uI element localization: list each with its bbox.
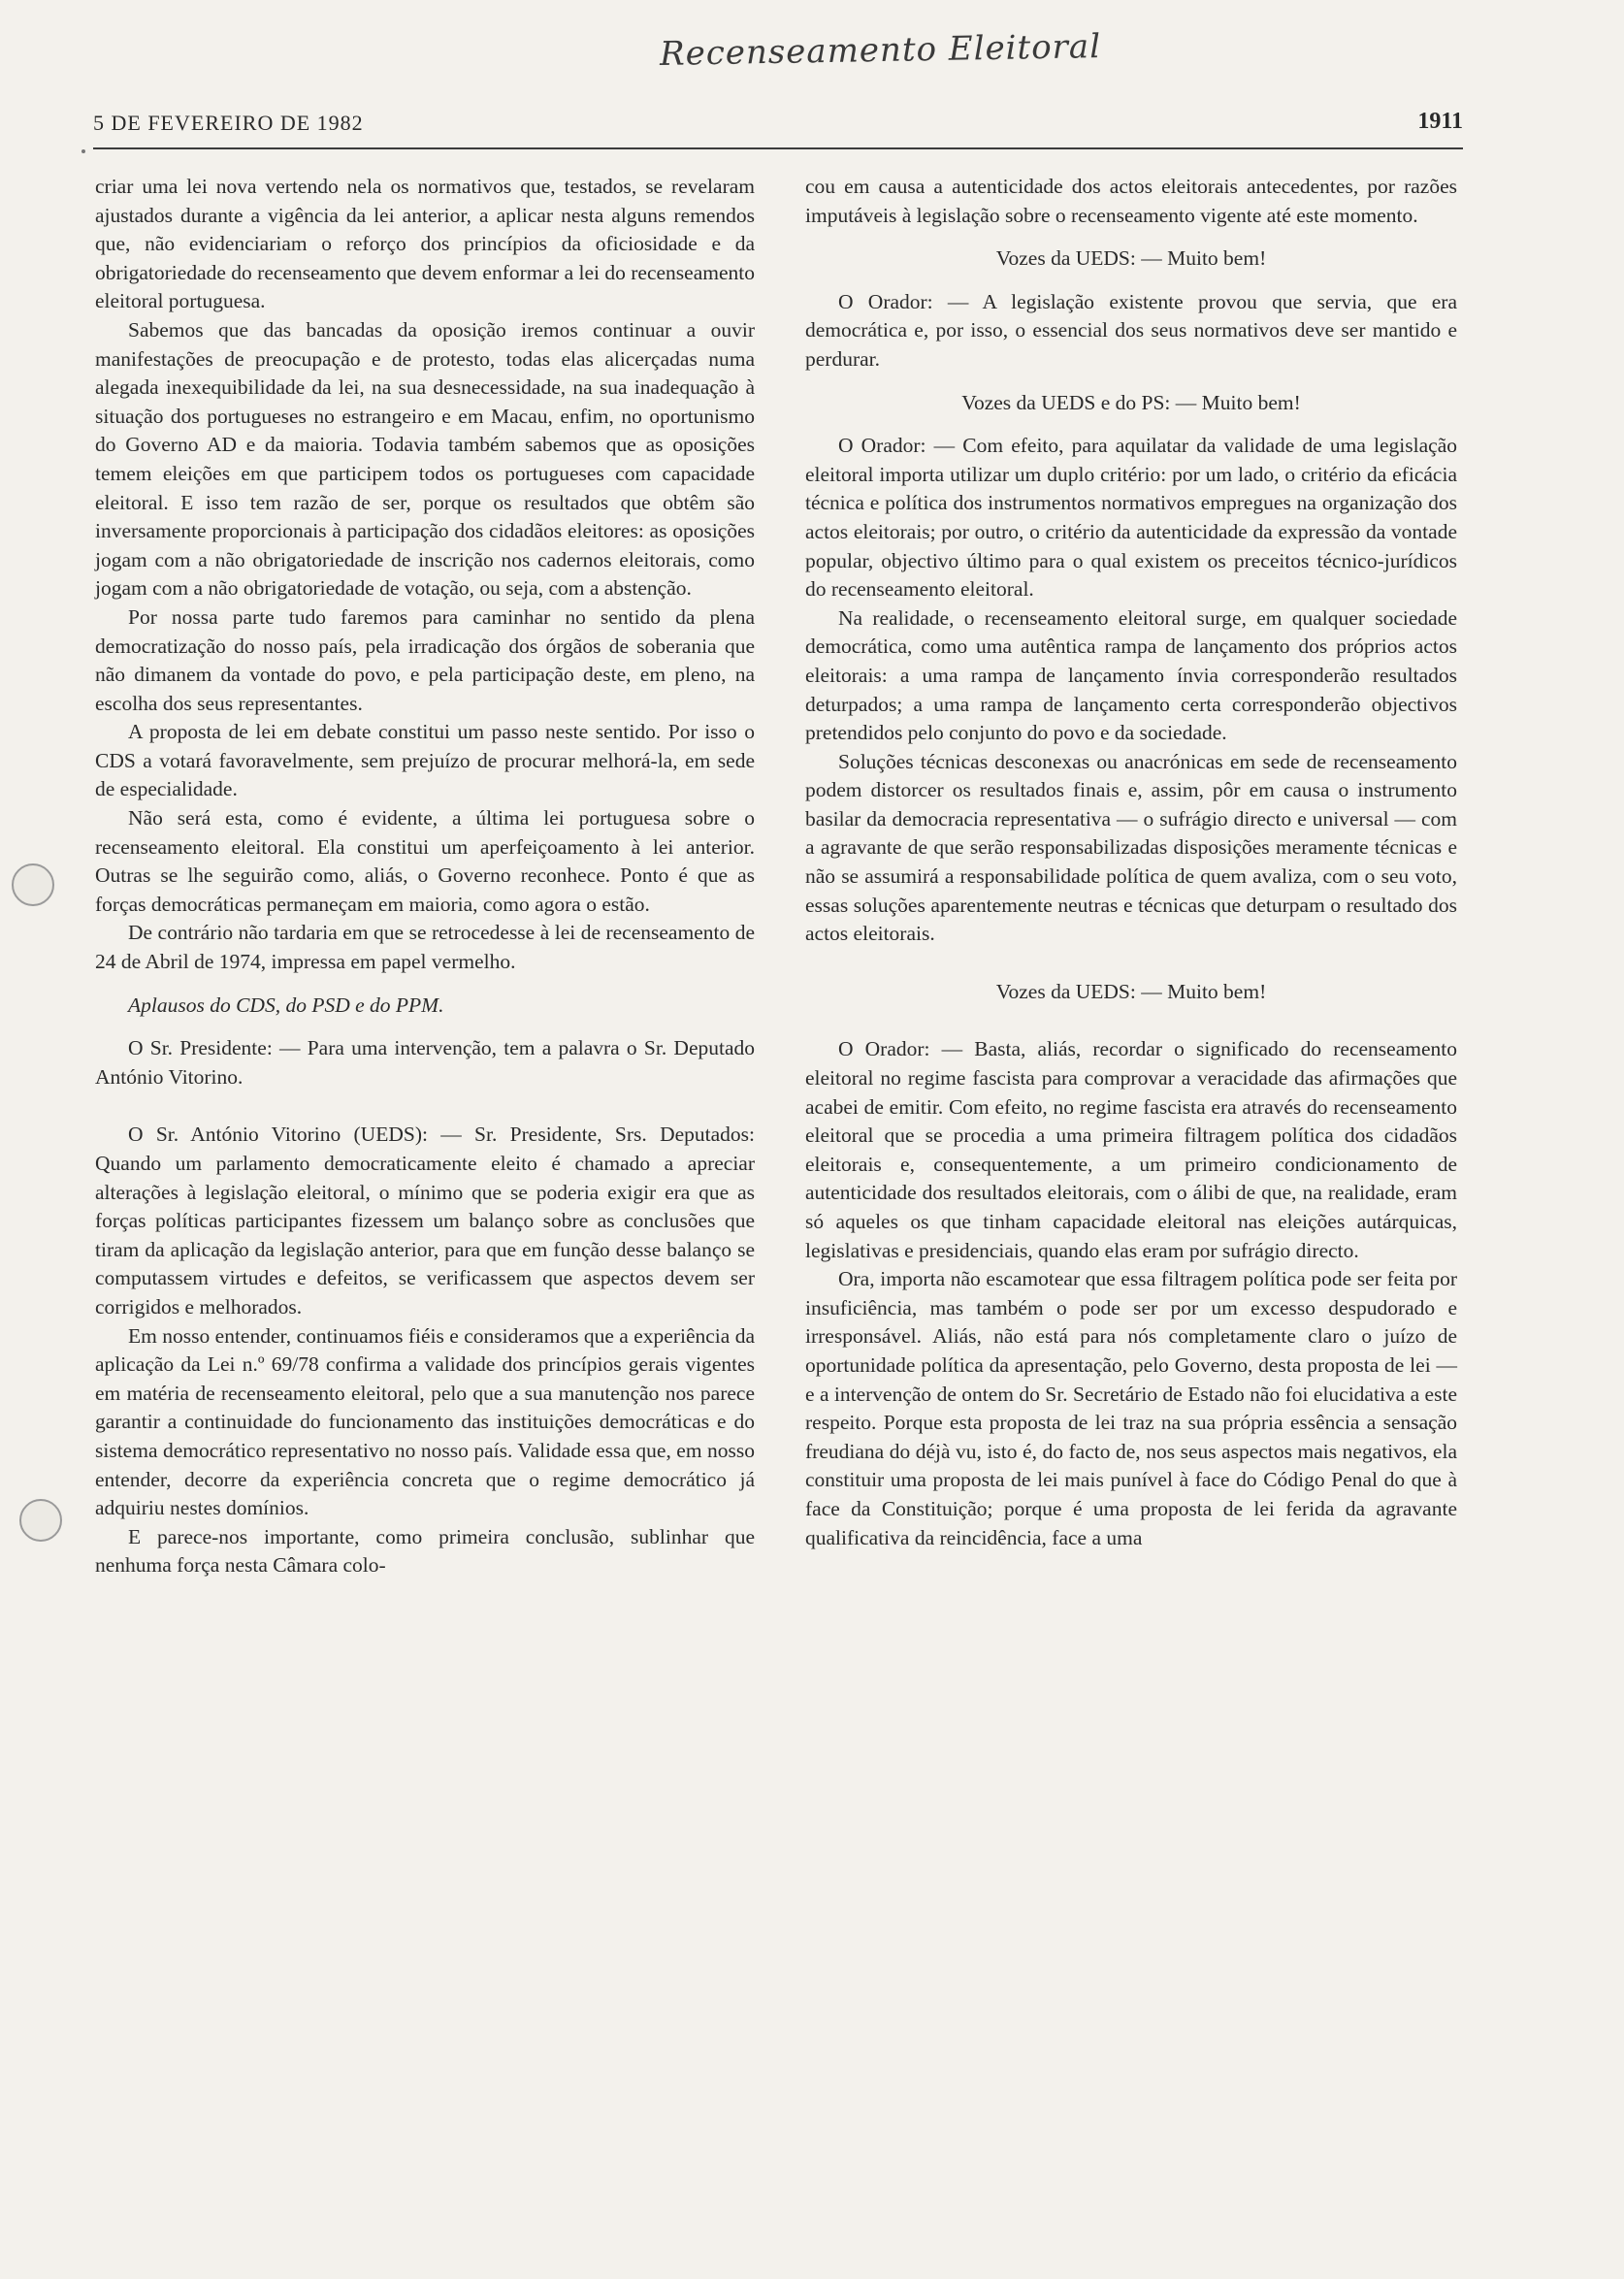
paragraph: De contrário não tardaria em que se retrocedesse à lei de recenseamento de 24 de Abril de 1974, impressa em papel vermelho. (95, 921, 755, 974)
paragraph: Não será esta, como é evidente, a última lei portuguesa sobre o recenseamento eleitoral. Ela constitui um aperfeiçoamento à lei anterior. Outras se lhe seguirão como, aliás, o Governo reconhece. Ponto é que as forças democráticas permaneçam em maioria, como agora o estão. (95, 806, 755, 916)
paragraph: O Sr. Presidente: — Para uma intervenção, tem a palavra o Sr. Deputado António Vitorino. (95, 1036, 755, 1089)
page-speck (81, 149, 85, 153)
interjection: Vozes da UEDS: — Muito bem! (995, 979, 1267, 1003)
paragraph: O Sr. António Vitorino (UEDS): — Sr. Presidente, Srs. Deputados: Quando um parlamento democraticamente eleito é chamado a apreciar alterações à legislação eleitoral, o mínimo que se poderia exigir era que as forças políticas participantes fizessem um balanço sobre as conclusões que tiram da aplicação da legislação anterior, para que em função desse balanço se computassem virtudes e defeitos, se verificassem que aspectos devem ser corrigidos e melhorados. (95, 1123, 755, 1319)
header-date: 5 DE FEVEREIRO DE 1982 (93, 111, 364, 135)
paragraph: Ora, importa não escamotear que essa filtragem política pode ser feita por insuficiência, mas também o pode ser por um excesso despudorado e irresponsável. Aliás, não está para nós completamente claro o juízo de oportunidade política da apresentação, pelo Governo, desta proposta de lei — e a intervenção de ontem do Sr. Secretário de Estado não foi elucidativa a este respeito. Porque esta proposta de lei traz na sua própria essência a sensação freudiana do déjà vu, isto é, do facto de, nos seus aspectos mais negativos, ela constituir uma proposta de lei mais punível à face do Código Penal do que à face da Constituição; porque é uma proposta de lei ferida da agravante qualificativa da reincidência, face a uma (805, 1267, 1457, 1549)
page-header (93, 109, 1463, 149)
punch-hole (19, 1499, 62, 1542)
left-column (95, 173, 755, 1580)
paragraph: Na realidade, o recenseamento eleitoral surge, em qualquer sociedade democrática, como uma autêntica rampa de lançamento dos próprios actos eleitorais: a uma rampa de lançamento ínvia corresponderão resultados deturpados; a uma rampa de lançamento certa corresponderão objectivos pretendidos pelo conjunto do povo e da sociedade. (805, 605, 1457, 745)
applause-note: Aplausos do CDS, do PSD e do PPM. (128, 993, 444, 1017)
paragraph: Sabemos que das bancadas da oposição iremos continuar a ouvir manifestações de preocupação e de protesto, todas elas alicerçadas numa alegada inexequibilidade da lei, na sua desnecessidade, na sua inadequação à situação dos portugueses no estrangeiro e em Macau, enfim, no oportunismo do Governo AD e da maioria. Todavia também sabemos que as oposições temem eleições em que participem todos os portugueses com capacidade eleitoral. E isso tem razão de ser, porque os resultados que obtêm são inversamente proporcionais à participação dos cidadãos eleitores: as oposições jogam com a não obrigatoriedade de inscrição nos cadernos eleitorais, como jogam com a não obrigatoriedade de votação, ou seja, com a abstenção. (95, 317, 755, 601)
interjection: Vozes da UEDS: — Muito bem! (995, 246, 1267, 271)
interjection: Vozes da UEDS e do PS: — Muito bem! (961, 390, 1301, 414)
right-column (805, 173, 1457, 1552)
paragraph: Por nossa parte tudo faremos para caminhar no sentido da plena democratização do nosso país, pela irradicação dos órgãos de soberania que não dimanem da vontade do povo, e pela participação deste, em pleno, na escolha dos seus representantes. (95, 604, 755, 715)
paragraph: E parece-nos importante, como primeira conclusão, sublinhar que nenhuma força nesta Câmara colo- (95, 1524, 755, 1578)
paragraph: O Orador: — A legislação existente provou que servia, que era democrática e, por isso, o essencial dos seus normativos deve ser mantido e perdurar. (805, 289, 1457, 371)
paragraph: Soluções técnicas desconexas ou anacrónicas em sede de recenseamento podem distorcer os resultados finais e, assim, pôr em causa o instrumento basilar da democracia representativa — o sufrágio directo e universal — com a agravante de que serão responsabilizadas disposições meramente técnicas e não se assumirá a responsabilidade política de quem avaliza, com o seu voto, essas soluções aparentemente neutras e técnicas que deturpam o resultado dos actos eleitorais. (805, 749, 1457, 946)
page-number: 1911 (1417, 109, 1463, 134)
handwritten-annotation: Recenseamento Eleitoral (659, 27, 1102, 74)
paragraph: cou em causa a autenticidade dos actos eleitorais antecedentes, por razões imputáveis à legislação sobre o recenseamento vigente até este momento. (805, 175, 1457, 227)
paragraph: Em nosso entender, continuamos fiéis e consideramos que a experiência da aplicação da Lei n.º 69/78 confirma a validade dos princípios gerais vigentes em matéria de recenseamento eleitoral, pelo que a sua manutenção nos parece garantir a continuidade do funcionamento das instituições democráticas e do sistema democrático representativo no nosso país. Validade essa que, em nosso entender, decorre da experiência concreta que o regime democrático já adquiriu nestes domínios. (95, 1323, 755, 1520)
paragraph: criar uma lei nova vertendo nela os normativos que, testados, se revelaram ajustados durante a vigência da lei anterior, a aplicar nesta alguns remendos que, não evidenciariam o reforço dos princípios da oficiosidade e da obrigatoriedade do recenseamento que devem enformar a lei do recenseamento eleitoral portuguesa. (95, 175, 755, 313)
paragraph: O Orador: — Com efeito, para aquilatar da validade de uma legislação eleitoral importa utilizar um duplo critério: por um lado, o critério da eficácia técnica e política dos instrumentos normativos empregues na organização dos actos eleitorais; por outro, o critério da autenticidade da expressão da vontade popular, objectivo último para o qual existem os preceitos técnico-jurídicos do recenseamento eleitoral. (805, 434, 1457, 602)
paragraph: A proposta de lei em debate constitui um passo neste sentido. Por isso o CDS a votará favoravelmente, sem prejuízo de procurar melhorá-la, em sede de especialidade. (95, 720, 755, 801)
punch-hole (12, 863, 54, 906)
paragraph: O Orador: — Basta, aliás, recordar o significado do recenseamento eleitoral no regime fascista para comprovar a veracidade das afirmações que acabei de emitir. Com efeito, no regime fascista era através do recenseamento eleitoral que se procedia a uma primeira filtragem política dos cidadãos eleitorais e, consequentemente, a um primeiro condicionamento de autenticidade dos resultados eleitorais, com o álibi de que, na realidade, eram só aqueles os que tinham capacidade eleitoral nas eleições autárquicas, legislativas e presidenciais, quando elas eram por sufrágio directo. (805, 1037, 1457, 1262)
